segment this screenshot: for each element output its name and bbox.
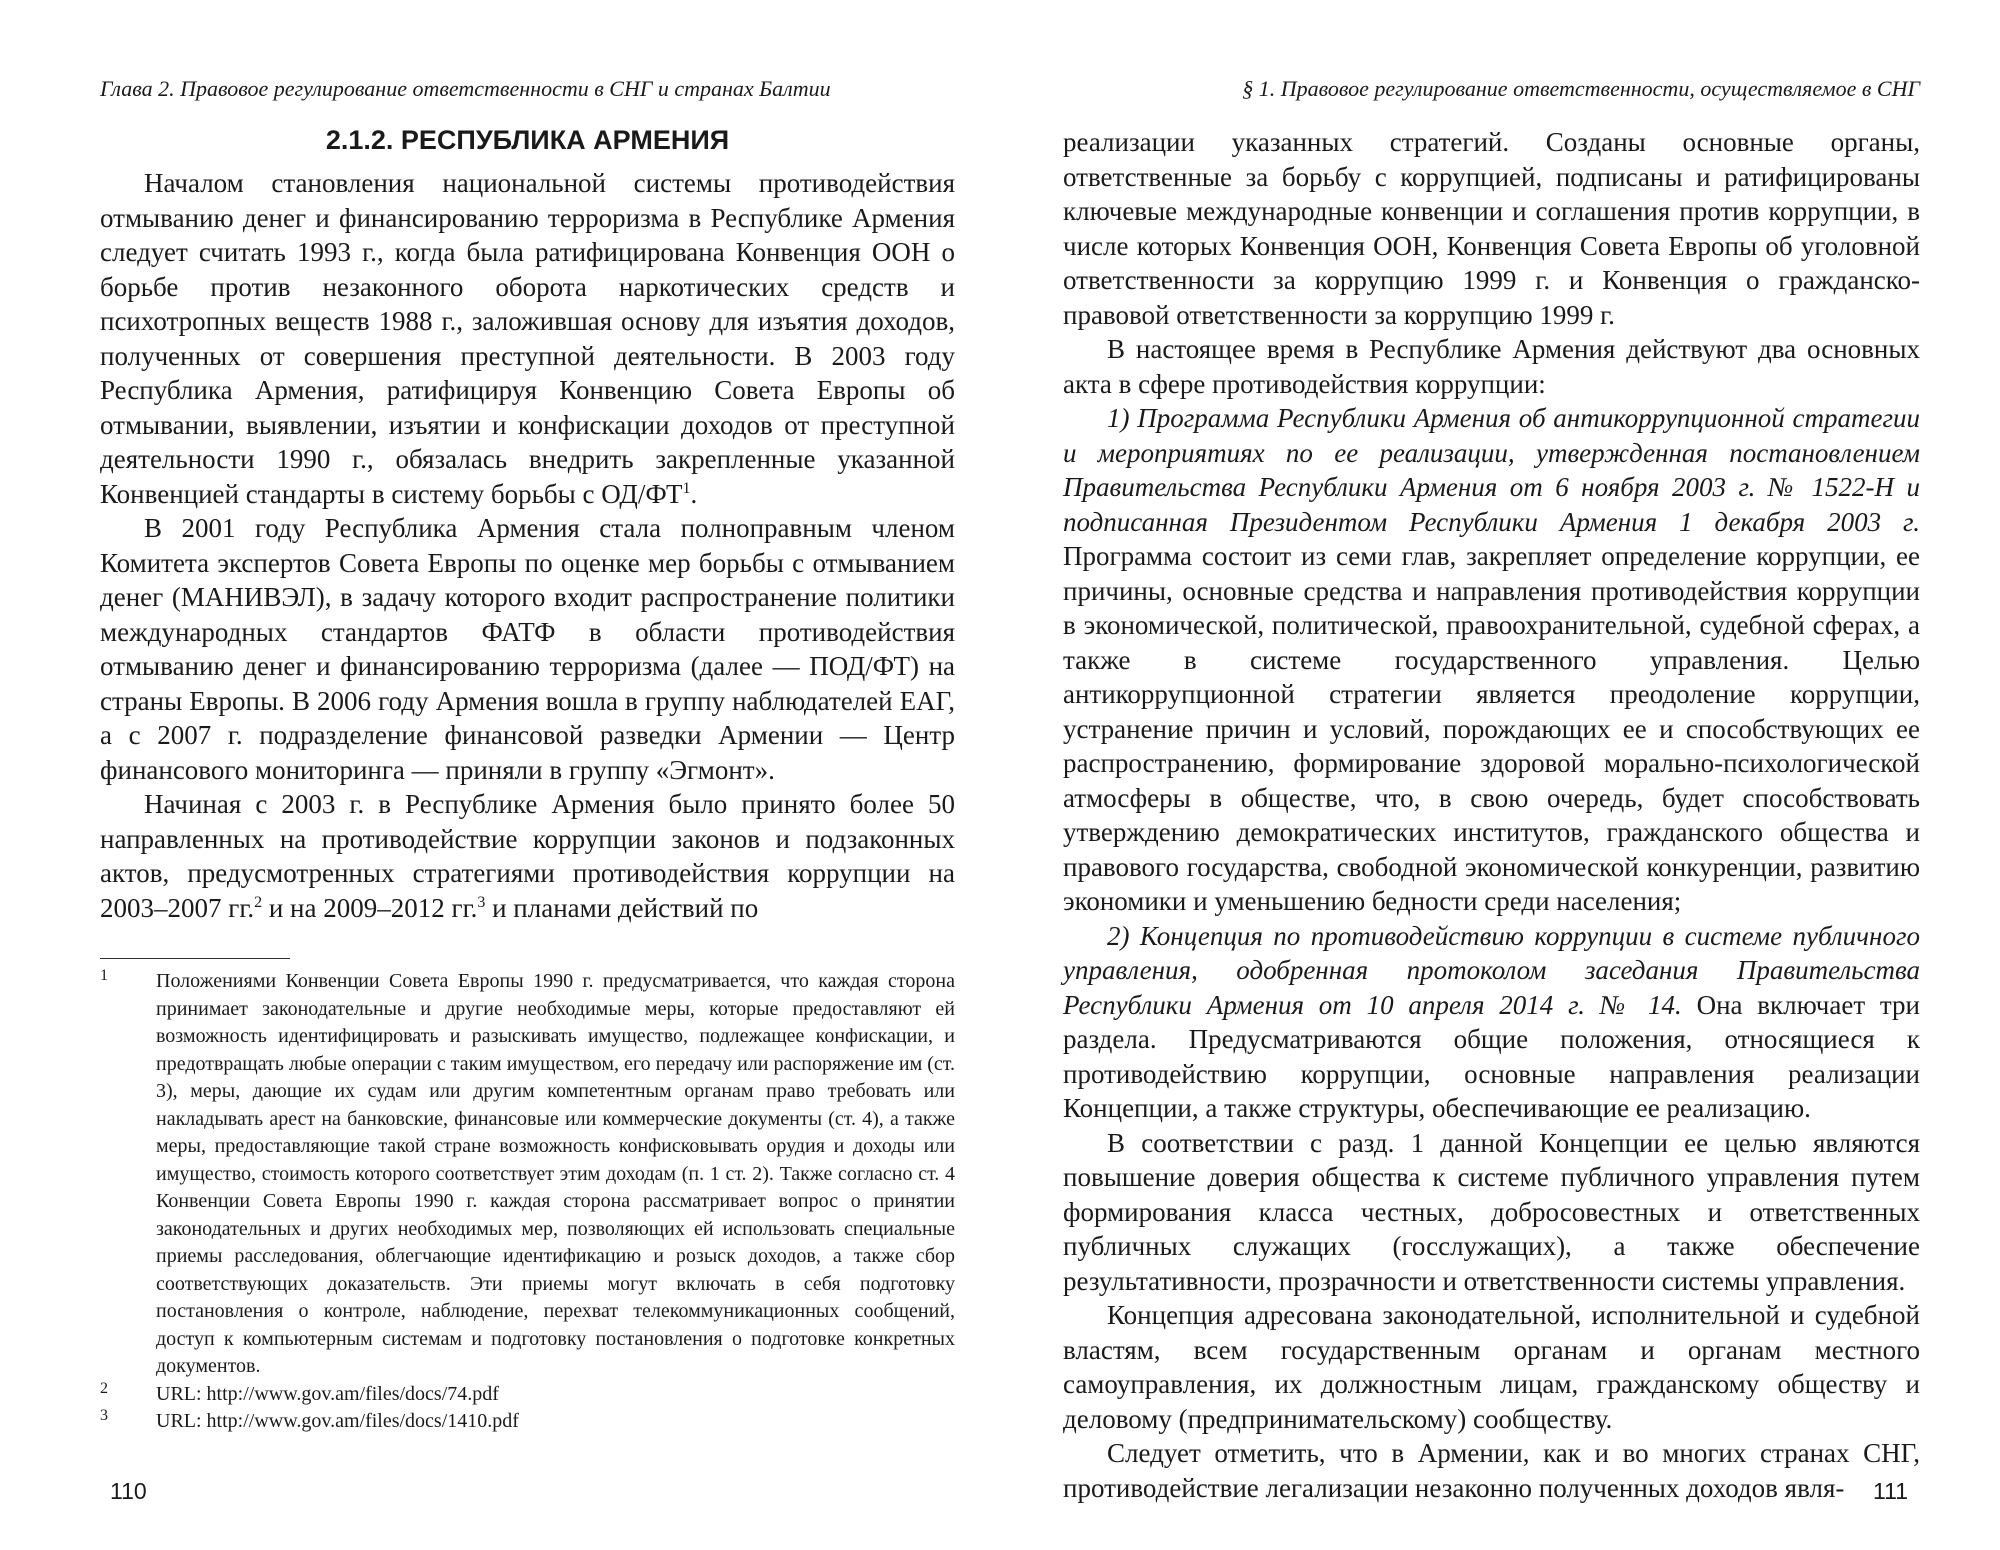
paragraph-text: Начиная с 2003 г. в Республике Армения было принято более 50 направленных на противодействие коррупции законов и подзаконных актов, предусмотренных стратегиями противодействия коррупции на 2003–2007 гг. (100, 789, 955, 923)
paragraph-text: Она включает три раздела. Предусматриваются общие положения, относящиеся к противодействию коррупции, основные направления реализации Концепции, а также структуры, обеспечивающие ее реализацию. (1063, 989, 1921, 1123)
footnote-number: 2 (100, 1379, 108, 1397)
right-page (1063, 0, 1920, 1550)
page-number-right: 111 (1873, 1478, 1908, 1504)
paragraph: В соответствии с разд. 1 данной Концепции ее целью являются повышение доверия общества к системе публичного управления путем формирования класса честных, добросовестных и ответственных публичных служащих (госслужащих), а также обеспечение результативности, прозрачности и ответственности системы управления. (1063, 1127, 1920, 1296)
paragraph: В 2001 году Республика Армения стала полноправным членом Комитета экспертов Совета Европы по оценке мер борьбы с отмыванием денег (МАНИВЭЛ), в задачу которого входит распространение политики международных стандартов ФАТФ в области противодействия отмыванию денег и финансированию терроризма (далее — ПОД/ФТ) на страны Европы. В 2006 году Армения вошла в группу наблюдателей ЕАГ, а с 2007 г. подразделение финансовой разведки Армении — Центр финансового мониторинга — приняли в группу «Эгмонт». (100, 513, 955, 785)
footnote-ref: 2 (254, 893, 263, 911)
paragraph: В настоящее время в Республике Армения действуют два основных акта в сфере противодействия коррупции: (1063, 334, 1920, 399)
section-heading: 2.1.2. РЕСПУБЛИКА АРМЕНИЯ (325, 125, 730, 155)
footnote-divider (100, 958, 290, 959)
paragraph-text: Программа состоит из семи глав, закрепляет определение коррупции, ее причины, основные средства и направления противодействия коррупции в экономической, политической, правоохранительной, судебной сферах, а также в системе государственного управления. Целью антикоррупционной стратегии является преодоление коррупции, устранение причин и условий, порождающих ее и способствующих ее распространению, формирование здоровой морально-психологической атмосферы в обществе, что, в свою очередь, будет способствовать утверждению демократических институтов, гражданского общества и правового государства, свободной экономической конкуренции, развитию экономики и уменьшению бедности среди населения; (1063, 541, 1920, 916)
list-item (1063, 919, 1920, 1126)
footnote-number: 1 (100, 967, 108, 984)
paragraph (100, 787, 955, 925)
footnote (100, 968, 955, 1381)
paragraph-text: и планами действий по (485, 892, 759, 923)
paragraph-text: Началом становления национальной системы противодействия отмыванию денег и финансированию терроризма в Республике Армения следует считать 1993 г., когда была ратифицирована Конвенция ООН о борьбе против незаконного оборота наркотических средств и психотропных веществ 1988 г., заложившая основу для изъятия доходов, полученных от совершения преступной деятельности. В 2003 году Республика Армения, ратифицируя Конвенцию Совета Европы об отмывании, выявлении, изъятии и конфискации доходов от преступной деятельности 1990 г., обязалась внедрить закрепленные указанной Конвенцией стандарты в систему борьбы с ОД/ФТ (100, 168, 955, 509)
footnote-ref: 1 (682, 479, 691, 497)
footnotes (100, 968, 955, 1436)
right-page-content (1063, 125, 1920, 1505)
left-page (100, 0, 955, 1550)
left-page-content (100, 122, 955, 925)
footnote-ref: 3 (477, 893, 486, 911)
act-title: 2) Концепция по противодействию коррупции в системе публичного управления, одобренная протоколом заседания Правительства Республики Армения от 10 апреля 2014 г. № 14. (1063, 920, 1920, 1020)
paragraph: реализации указанных стратегий. Созданы основные органы, ответственные за борьбу с коррупцией, подписаны и ратифицированы ключевые международные конвенции и соглашения против коррупции, в числе которых Конвенция ООН, Конвенция Совета Европы об уголовной ответственности за коррупцию 1999 г. и Конвенция о гражданско-правовой ответственности за коррупцию 1999 г. (1063, 127, 1920, 330)
list-item (1063, 401, 1920, 919)
paragraph: Началом становления национальной системы противодействия отмыванию денег и финансированию терроризма в Республике Армения следует считать 1993 г., когда была ратифицирована Конвенция ООН о борьбе против незаконного оборота наркотических средств и психотропных веществ 1988 г., заложившая основу для изъятия доходов, полученных от совершения преступной деятельности. В 2003 году Республика Армения, ратифицируя Конвенцию Совета Европы об отмывании, выявлении, изъятии и конфискации доходов от преступной деятельности 1990 г., обязалась внедрить закрепленные указанной Конвенцией стандарты в систему борьбы с $ОД/ФТ^1$. (100, 168, 955, 509)
act-title: 1) Программа Республики Армения об антикоррупционной стратегии и мероприятиях по ее реализации, утвержденная постановлением Правительства Республики Армения от 6 ноября 2003 г. № 1522-Н и подписанная Президентом Республики Армения 1 декабря 2003 г. (1063, 403, 1920, 537)
paragraph: Следует отметить, что в Армении, как и во многих странах СНГ, противодействие легализации незаконно полученных доходов явля- (1063, 1438, 1920, 1503)
running-head-right: § 1. Правовое регулирование ответственности, осуществляемое в СНГ (1242, 76, 1920, 101)
footnote (100, 1408, 955, 1436)
footnote-text: Положениями Конвенции Совета Европы 1990 г. предусматривается, что каждая сторона принимает законодательные и другие необходимые меры, которые предоставляют ей возможность идентифицировать и разыскивать имущество, подлежащее конфискации, и предотвращать любые операции с таким имуществом, его передачу или распоряжение им (ст. 3), меры, дающие их судам или другим компетентным органам право требовать или накладывать арест на банковские, финансовые или коммерческие документы (ст. 4), а также меры, предоставляющие такой стране возможность конфисковывать орудия и доходы или имущество, стоимость которого соответствует этим доходам (п. 1 ст. 2). Также согласно ст. 4 Конвенции Совета Европы 1990 г. каждая сторона рассматривает вопрос о принятии законодательных и других необходимых мер, позволяющих ей использовать специальные приемы расследования, облегчающие идентификацию и розыск доходов, а также сбор соответствующих доказательств. Эти приемы могут включать в себя подготовку постановления о контроле, наблюдение, перехват телекоммуникационных сообщений, доступ к компьютерным системам и подготовку постановления о подготовке конкретных документов. (156, 970, 956, 1377)
footnote (100, 1381, 955, 1409)
page-number-left: 110 (110, 1478, 147, 1504)
paragraph-text: и на 2009–2012 гг. (262, 892, 478, 923)
footnote-text: URL: http://www.gov.am/files/docs/1410.pdf (156, 1410, 519, 1432)
running-head-left: Глава 2. Правовое регулирование ответственности в СНГ и странах Балтии (100, 76, 831, 101)
footnote-number: 3 (100, 1407, 108, 1424)
footnote-text: URL: http://www.gov.am/files/docs/74.pdf (156, 1382, 499, 1405)
paragraph: Концепция адресована законодательной, исполнительной и судебной властям, всем государственным органам и органам местного самоуправления, их должностным лицам, гражданскому обществу и деловому (предпринимательскому) сообществу. (1063, 1300, 1920, 1434)
